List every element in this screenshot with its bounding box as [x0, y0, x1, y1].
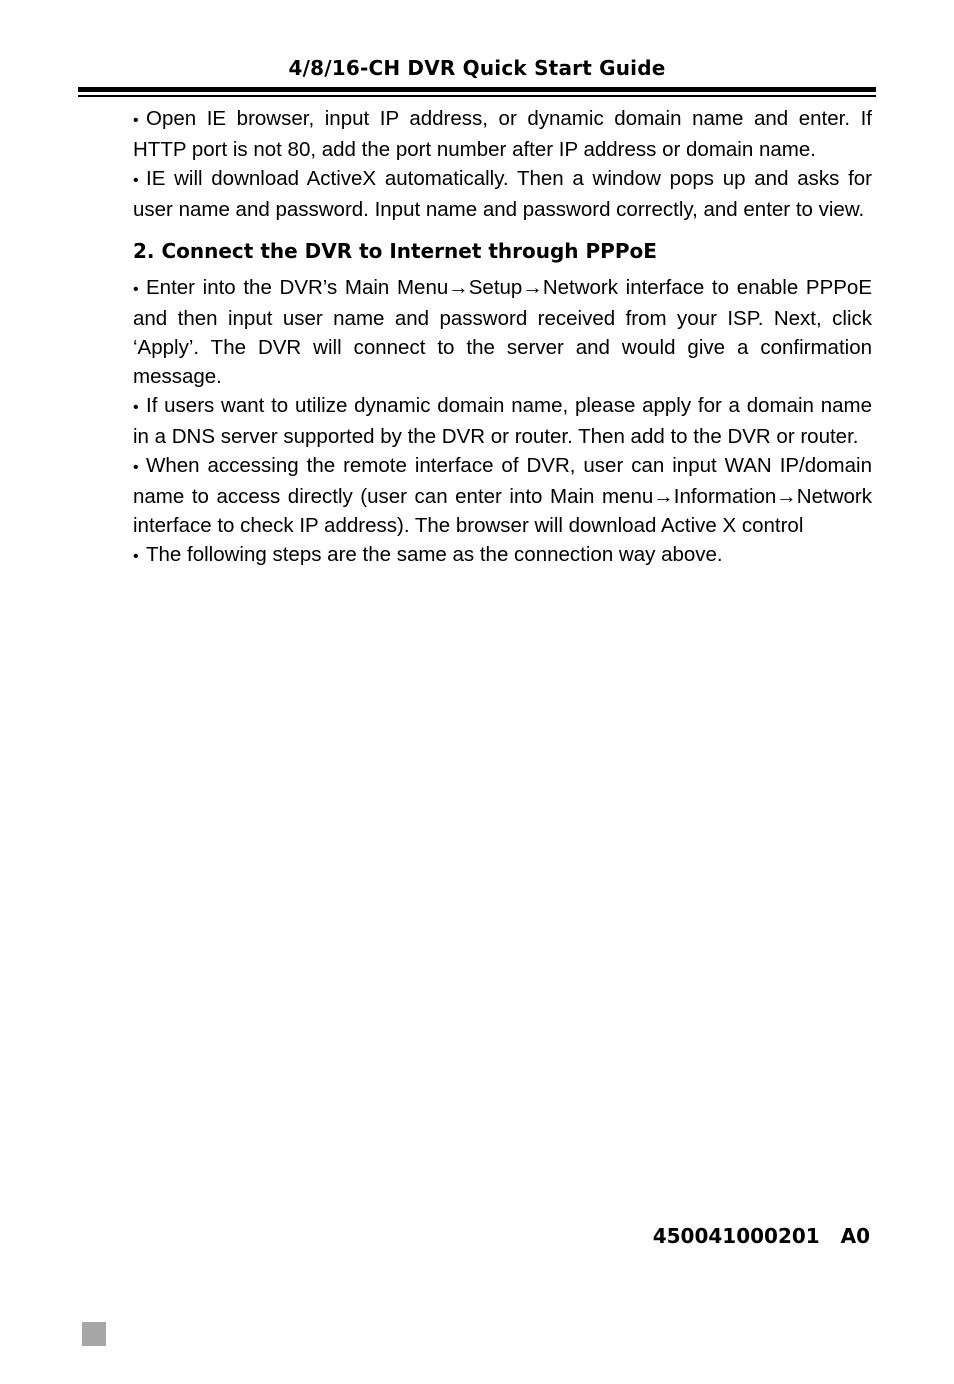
pppoe-bullet-3: [133, 451, 872, 540]
document-body: [133, 104, 872, 571]
pppoe-bullet-2: [133, 391, 872, 451]
bullet-icon: •: [133, 281, 139, 298]
bullet-icon: •: [133, 112, 139, 129]
pppoe-bullet-text: The following steps are the same as the connection way above.: [146, 543, 723, 566]
bullet-icon: •: [133, 399, 139, 416]
intro-bullet-1: [133, 104, 872, 164]
pppoe-bullet-1: [133, 273, 872, 391]
bullet-icon: •: [133, 172, 139, 189]
intro-bullet-text: Open IE browser, input IP address, or dynamic domain name and enter. If HTTP port is not 80, add the port number after IP address or domain name.: [133, 107, 872, 161]
bullet-icon: •: [133, 548, 139, 565]
document-code: 450041000201 A0: [652, 1224, 870, 1248]
page-marker-square: [82, 1322, 106, 1346]
pppoe-bullet-text: If users want to utilize dynamic domain name, please apply for a domain name in a DNS server supported by the DVR or router. Then add to the DVR or router.: [133, 394, 872, 448]
page-header-title: 4/8/16-CH DVR Quick Start Guide: [288, 56, 666, 80]
bullet-icon: •: [133, 459, 139, 476]
intro-bullet-text: IE will download ActiveX automatically. Then a window pops up and asks for user name and password. Input name and password correctly, and enter to view.: [133, 167, 872, 221]
pppoe-bullet-text: Enter into the DVR’s Main Menu→Setup→Network interface to enable PPPoE and then input user name and password received from your ISP. Next, click ‘Apply’. The DVR will connect to the server and would give a confirmation message.: [133, 276, 872, 388]
intro-bullet-2: [133, 164, 872, 224]
section-heading-pppoe: 2. Connect the DVR to Internet through PPPoE: [133, 239, 657, 263]
header-rule-thin: [78, 95, 876, 97]
pppoe-bullet-text: When accessing the remote interface of DVR, user can input WAN IP/domain name to access directly (user can enter into Main menu→Information→Network interface to check IP address). The browser will download Active X control: [133, 454, 872, 537]
header-rule-thick: [78, 87, 876, 92]
pppoe-bullet-4: [133, 540, 872, 571]
